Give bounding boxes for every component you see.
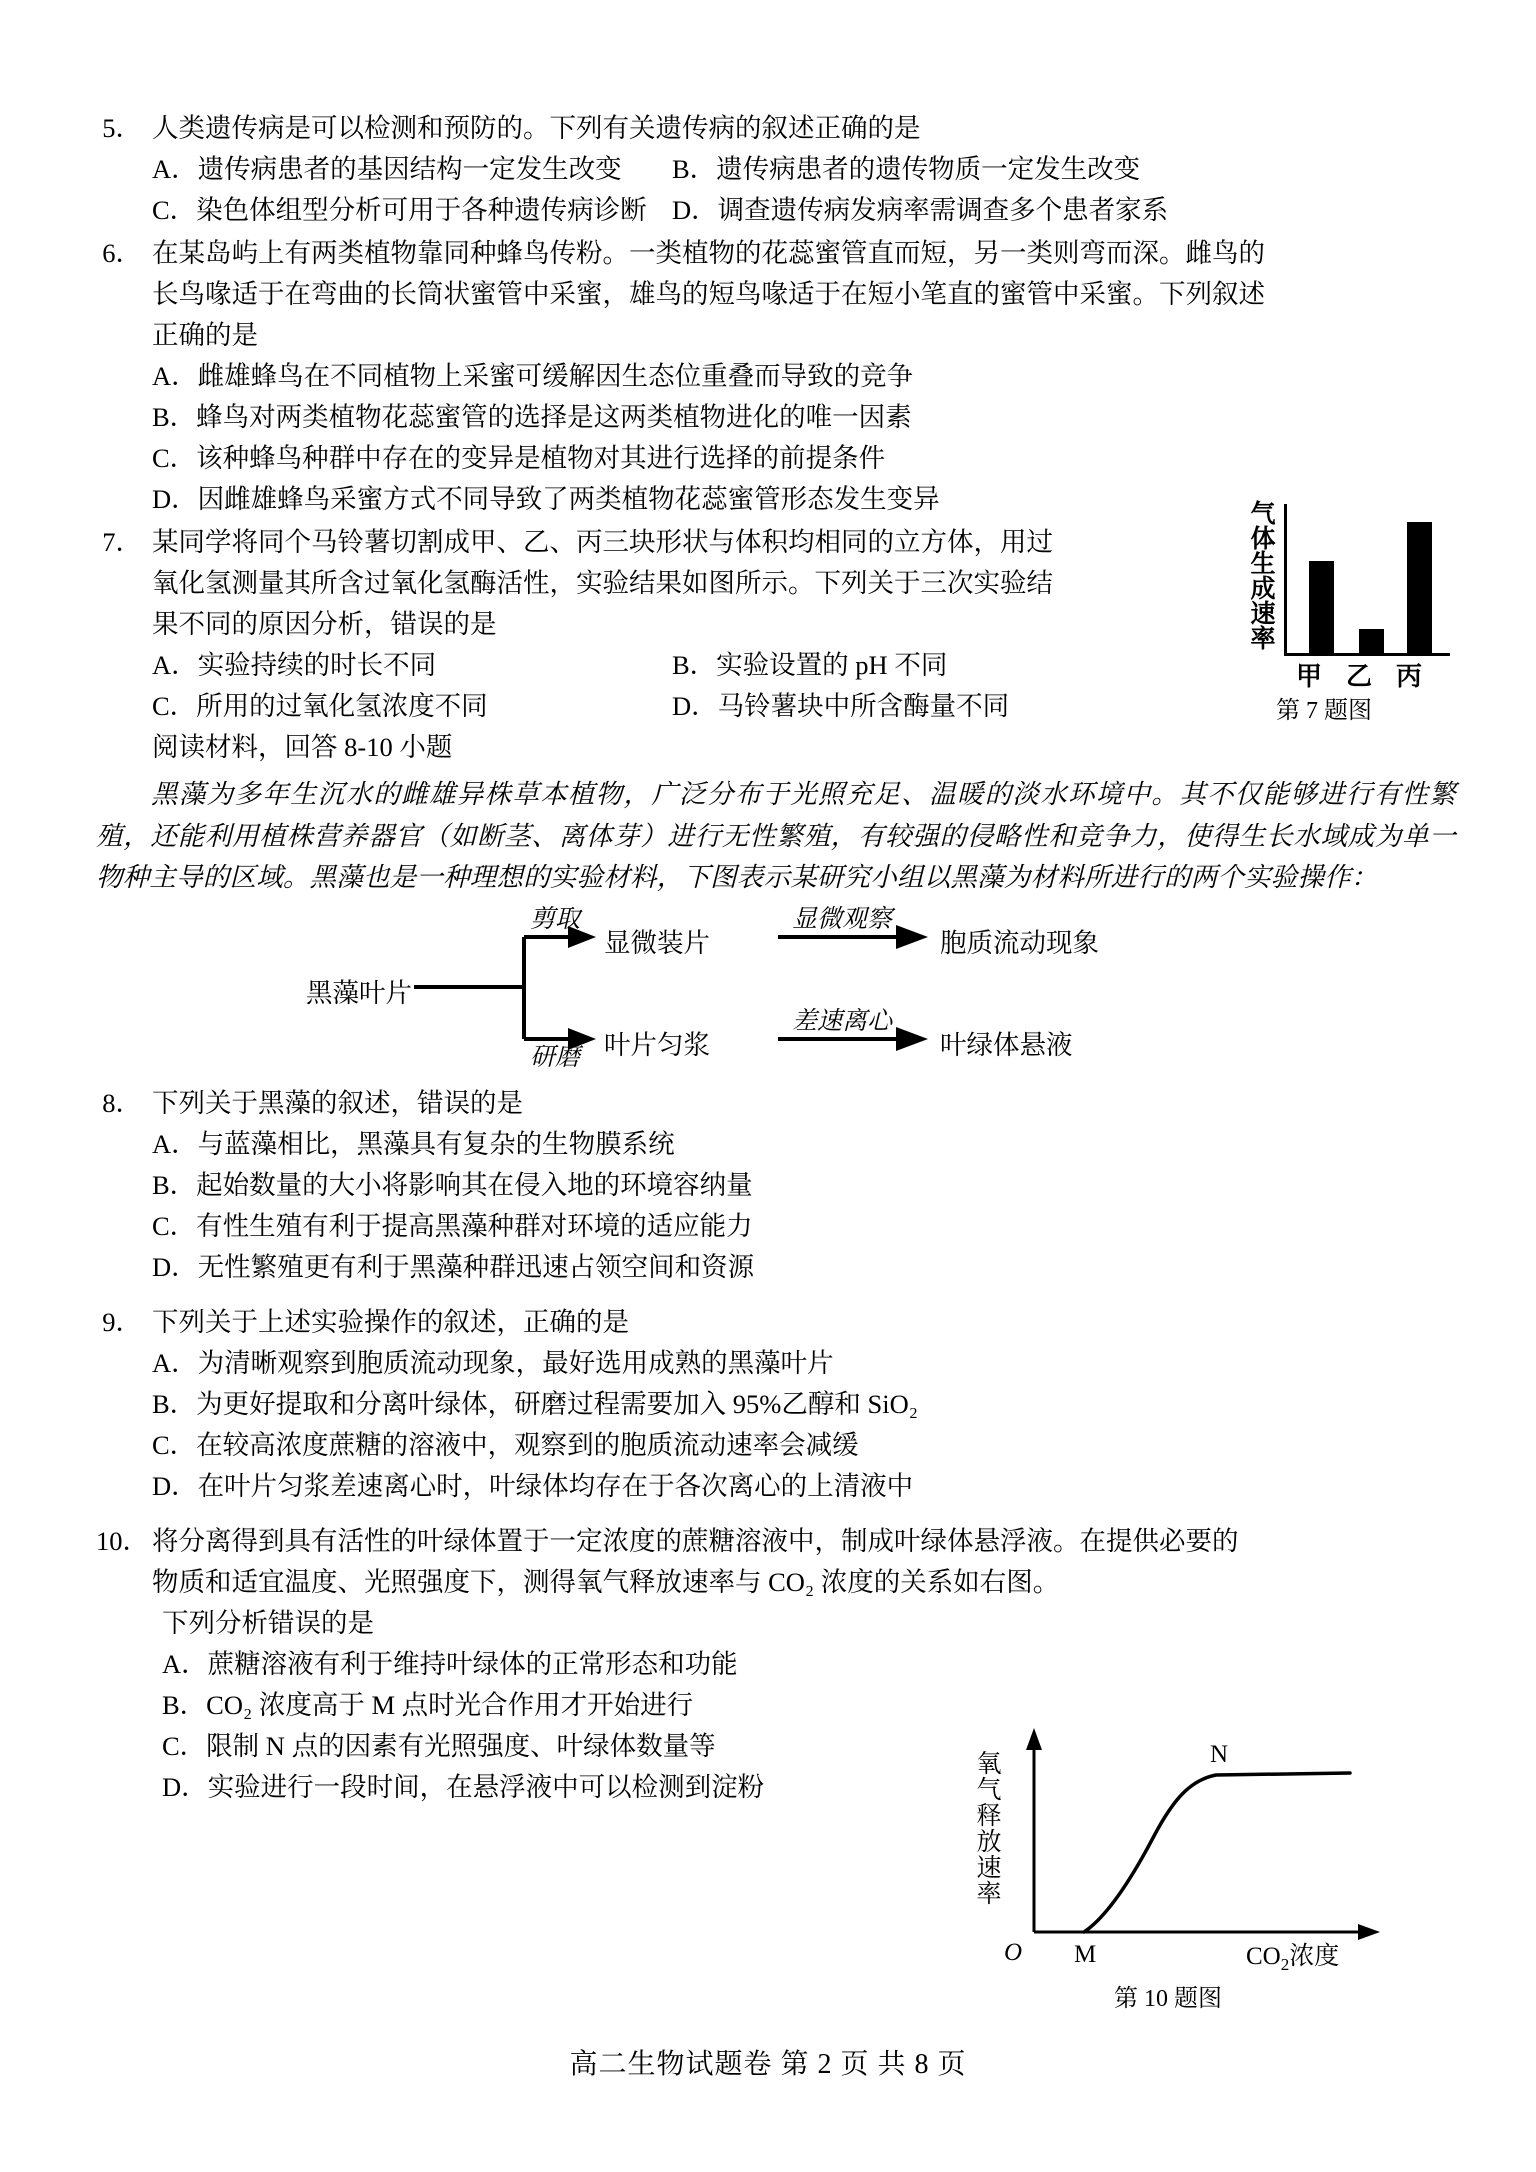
question-9-stem: 下列关于上述实验操作的叙述，正确的是	[152, 1306, 629, 1337]
question-9	[96, 1302, 1456, 1507]
question-7-option-b[interactable]: B．实验设置的 pH 不同	[672, 650, 948, 680]
question-5-options-row-1	[96, 149, 1456, 190]
bar-chart-tick-jia: 甲	[1295, 662, 1322, 691]
flow-label-arrow-bottom: 差速离心	[792, 1007, 893, 1035]
figure-q7-caption: 第 7 题图	[1276, 698, 1372, 724]
question-10-option-c[interactable]: C．限制 N 点的因素有光照强度、叶绿体数量等	[162, 1730, 716, 1761]
question-7-option-d[interactable]: D．马铃薯块中所含酶量不同	[672, 691, 1010, 721]
question-9-option-c[interactable]: C．在较高浓度蔗糖的溶液中，观察到的胞质流动速率会减缓	[152, 1429, 859, 1460]
page-content	[96, 108, 1456, 1810]
bar-jia	[1309, 561, 1334, 653]
flow-result-bottom: 叶绿体悬液	[940, 1029, 1073, 1060]
question-5	[96, 108, 1456, 231]
bar-chart-plot-area	[1284, 504, 1450, 656]
question-9-number: 9．	[102, 1306, 142, 1337]
reading-prompt: 阅读材料，回答 8-10 小题	[152, 732, 453, 762]
question-5-options-row-2	[96, 190, 1456, 231]
question-7-option-c[interactable]: C．所用的过氧化氢浓度不同	[152, 691, 488, 721]
experiment-flow-diagram	[306, 905, 1366, 1071]
question-5-option-a[interactable]: A．遗传病患者的基因结构一定发生改变	[152, 154, 622, 184]
bar-bing	[1407, 522, 1432, 653]
flow-label-arrow-top: 显微观察	[792, 905, 893, 933]
question-7-stem-line-3: 果不同的原因分析，错误的是	[152, 609, 497, 639]
curve-point-m-label: M	[1074, 1941, 1097, 1968]
flow-node-bottom: 叶片匀浆	[604, 1029, 710, 1060]
figure-q10-caption: 第 10 题图	[1114, 1986, 1222, 2012]
question-8-number: 8．	[102, 1087, 142, 1118]
question-8-option-d[interactable]: D．无性繁殖更有利于黑藻种群迅速占领空间和资源	[152, 1251, 755, 1282]
bar-yi	[1359, 629, 1384, 653]
figure-q7-bar-chart	[1248, 498, 1456, 724]
curve-point-n-label: N	[1210, 1741, 1229, 1768]
question-5-number: 5．	[102, 113, 142, 143]
question-9-option-b[interactable]: B．为更好提取和分离叶绿体，研磨过程需要加入 95%乙醇和 SiO₂	[152, 1388, 918, 1419]
curve-chart-plot-area	[968, 1726, 1388, 1976]
flow-label-branch-bottom: 研磨	[530, 1043, 581, 1071]
reading-material	[96, 774, 1456, 899]
question-10-stem-line-3: 下列分析错误的是	[162, 1607, 374, 1638]
curve-chart-y-axis-label: 氧气释放速率	[976, 1751, 1002, 1908]
bar-chart-x-tick-labels	[1284, 656, 1450, 693]
question-8	[96, 1083, 1456, 1288]
flow-node-source: 黑藻叶片	[306, 977, 412, 1008]
flow-diagram-lines	[306, 913, 1366, 1061]
question-6-option-c[interactable]: C．该种蜂鸟种群中存在的变异是植物对其进行选择的前提条件	[152, 443, 886, 473]
question-5-option-d[interactable]: D．调查遗传病发病率需调查多个患者家系	[672, 195, 1169, 225]
page-footer: 高二生物试题卷 第 2 页 共 8 页	[569, 2049, 967, 2080]
question-8-option-b[interactable]: B．起始数量的大小将影响其在侵入地的环境容纳量	[152, 1169, 753, 1200]
question-8-option-c[interactable]: C．有性生殖有利于提高黑藻种群对环境的适应能力	[152, 1210, 753, 1241]
question-6-stem-line-1: 在某岛屿上有两类植物靠同种蜂鸟传粉。一类植物的花蕊蜜管直而短，另一类则弯而深。雌鸟的	[152, 238, 1265, 268]
question-5-stem: 人类遗传病是可以检测和预防的。下列有关遗传病的叙述正确的是	[152, 113, 921, 143]
curve-origin-label: O	[1004, 1939, 1023, 1966]
question-6-option-d[interactable]: D．因雌雄蜂鸟采蜜方式不同导致了两类植物花蕊蜜管形态发生变异	[152, 484, 940, 514]
question-7-number: 7．	[102, 527, 142, 557]
question-5-option-b[interactable]: B．遗传病患者的遗传物质一定发生改变	[672, 154, 1141, 184]
question-5-option-c[interactable]: C．染色体组型分析可用于各种遗传病诊断	[152, 195, 647, 225]
question-6-option-a[interactable]: A．雌雄蜂鸟在不同植物上采蜜可缓解因生态位重叠而导致的竞争	[152, 361, 914, 391]
curve-x-axis-label: $CO_2$浓度	[1246, 1943, 1340, 1974]
flow-result-top: 胞质流动现象	[940, 927, 1099, 958]
figure-q10-line-chart	[968, 1726, 1388, 2016]
reading-material-text: 黑藻为多年生沉水的雌雄异株草本植物，广泛分布于光照充足、温暖的淡水环境中。其不仅能够进行有性繁殖，还能利用植株营养器官（如断茎、离体芽）进行无性繁殖，有较强的侵略性和竞争力，使得生长水域成为单一物种主导的区域。黑藻也是一种理想的实验材料，下图表示某研究小组以黑藻为材料所进行的两个实验操作：	[96, 779, 1456, 892]
question-7-stem-line-1: 某同学将同个马铃薯切割成甲、乙、丙三块形状与体积均相同的立方体，用过	[152, 527, 1053, 557]
question-6-option-b[interactable]: B．蜂鸟对两类植物花蕊蜜管的选择是这两类植物进化的唯一因素	[152, 402, 912, 432]
question-10-option-a[interactable]: A．蔗糖溶液有利于维持叶绿体的正常形态和功能	[162, 1648, 738, 1679]
question-6-number: 6．	[102, 238, 142, 268]
question-6-stem-line-2: 长鸟喙适于在弯曲的长筒状蜜管中采蜜，雄鸟的短鸟喙适于在短小笔直的蜜管中采蜜。下列叙述	[152, 279, 1265, 309]
question-7-stem-line-2: 氧化氢测量其所含过氧化氢酶活性，实验结果如图所示。下列关于三次实验结	[152, 568, 1053, 598]
question-9-option-d[interactable]: D．在叶片匀浆差速离心时，叶绿体均存在于各次离心的上清液中	[152, 1470, 914, 1501]
question-10-stem-line-2: 物质和适宜温度、光照强度下，测得氧气释放速率与 CO₂ 浓度的关系如右图。	[152, 1566, 1060, 1597]
question-10-stem-line-1: 将分离得到具有活性的叶绿体置于一定浓度的蔗糖溶液中，制成叶绿体悬浮液。在提供必要的	[152, 1525, 1239, 1556]
flow-node-top: 显微装片	[604, 927, 710, 958]
bar-chart-y-axis-label: 气体生成速率	[1250, 501, 1276, 653]
question-6-stem-line-3: 正确的是	[152, 320, 258, 350]
question-7-option-a[interactable]: A．实验持续的时长不同	[152, 650, 437, 680]
question-10-option-b[interactable]: B．CO₂ 浓度高于 M 点时光合作用才开始进行	[162, 1689, 694, 1720]
question-6	[96, 233, 1456, 520]
question-10-number: 10．	[96, 1525, 149, 1556]
flow-label-branch-top: 剪取	[530, 905, 581, 933]
bar-chart-tick-yi: 乙	[1345, 662, 1372, 691]
question-8-option-a[interactable]: A．与蓝藻相比，黑藻具有复杂的生物膜系统	[152, 1128, 675, 1159]
question-8-stem: 下列关于黑藻的叙述，错误的是	[152, 1087, 523, 1118]
question-10-option-d[interactable]: D．实验进行一段时间，在悬浮液中可以检测到淀粉	[162, 1771, 765, 1802]
bar-chart-tick-bing: 丙	[1395, 662, 1422, 691]
question-9-option-a[interactable]: A．为清晰观察到胞质流动现象，最好选用成熟的黑藻叶片	[152, 1347, 834, 1378]
